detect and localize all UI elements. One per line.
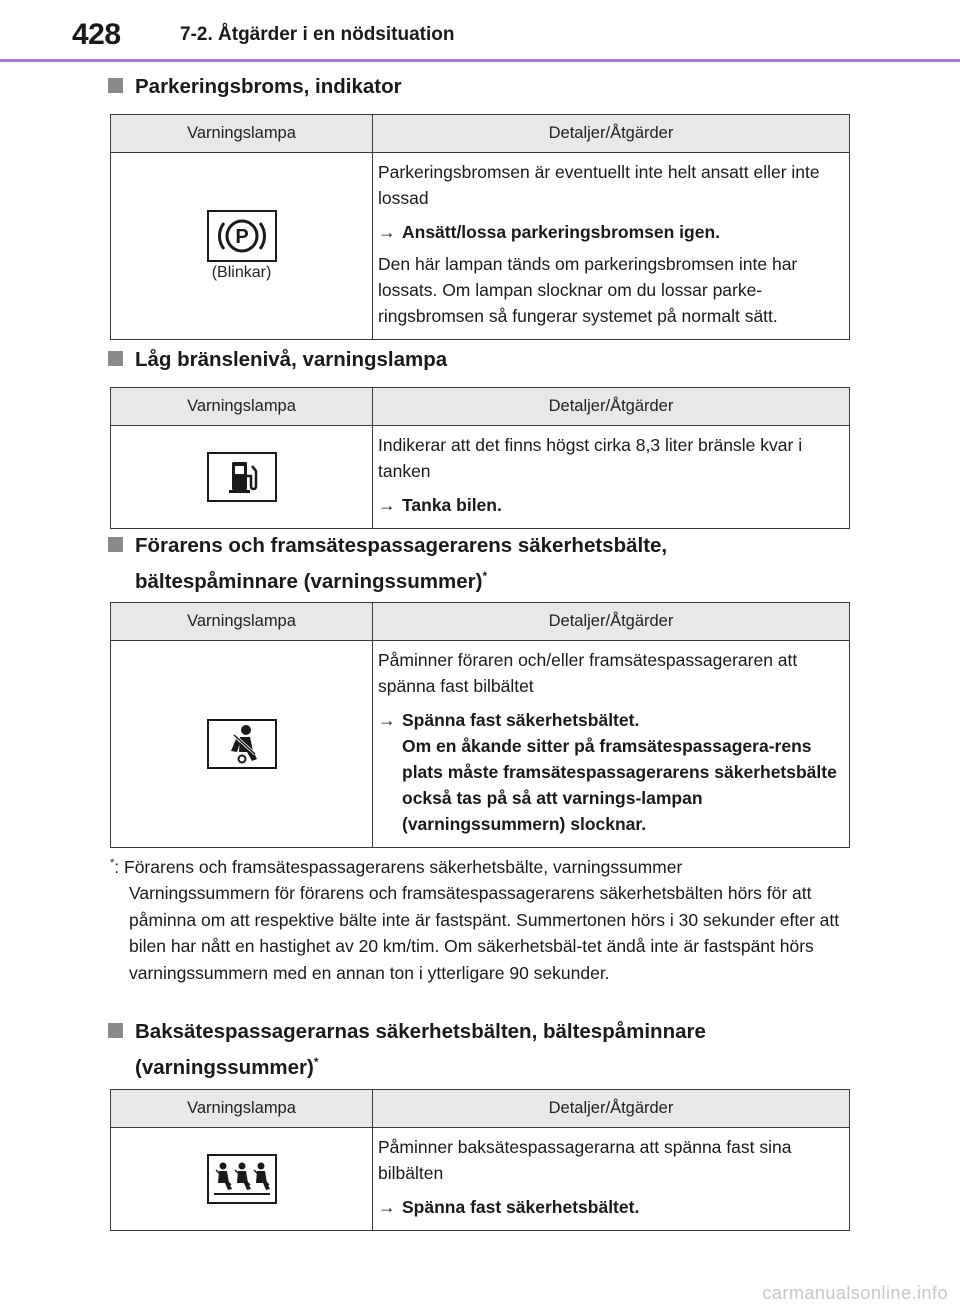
footnote-marker: * [482, 569, 488, 583]
section-title-parking-brake: Parkeringsbroms, indikator [108, 72, 402, 102]
lamp-cell [111, 1128, 373, 1231]
col-header-lamp: Varningslampa [111, 603, 373, 641]
action-line: → Spänna fast säkerhetsbältet. [378, 1194, 843, 1220]
chapter-title: 7-2. Åtgärder i en nödsituation [180, 24, 455, 45]
detail-text: Indikerar att det finns högst cirka 8,3 liter bränsle kvar i tanken [378, 435, 803, 481]
footnote-body: Varningssummern för förarens och framsätespassagerarens säkerhetsbälten hörs för att påminna om att respektive bälte inte är fastspänt. Summertonen hörs i 30 sekunder efter att bilen har nått en hastighet av 20 km/tim. Om säkerhetsbäl-tet ändå inte är fastspänt hörs varningssummern med en annan ton i ytterligare 90 sekunder. [129, 883, 840, 983]
section-title-rear-seatbelt: Baksätespassagerarnas säkerhetsbälten, bältespåminnare (varningssummer)* [108, 1017, 706, 1083]
detail-text: Påminner baksätespassagerarna att spänna fast sina bilbälten [378, 1137, 792, 1183]
svg-text:P: P [234, 226, 249, 248]
section-title-fuel: Låg bränslenivå, varningslampa [108, 345, 447, 375]
action-line: → Tanka bilen. [378, 492, 843, 518]
bullet-square-icon [108, 537, 123, 552]
arrow-icon: → [378, 710, 396, 730]
footnote-marker: * [110, 857, 115, 869]
action-detail: Om en åkande sitter på framsätespassagera-rens plats måste framsätespassagerarens säkerhetsbälte också tas på så att varnings-lampan (varningssummern) slocknar. [402, 736, 837, 834]
section-title-front-seatbelt: Förarens och framsätespassagerarens säkerhetsbälte, bältespåminnare (varningssummer)* [108, 531, 667, 597]
arrow-icon: → [378, 1197, 396, 1217]
col-header-lamp: Varningslampa [111, 115, 373, 153]
details-cell [373, 641, 850, 848]
action-line: → Spänna fast säkerhetsbältet. Om en åkande sitter på framsätespassagera-rens plats måste framsätespassagerarens säkerhetsbälte också tas på så att varnings-lampan (varningssummern) slocknar. [378, 707, 843, 837]
table-front-seatbelt [110, 602, 850, 848]
action-line: → Ansätt/lossa parkeringsbromsen igen. [378, 219, 843, 245]
header-rule [0, 59, 960, 62]
bullet-square-icon [108, 78, 123, 93]
details-cell [373, 1128, 850, 1231]
arrow-icon: → [378, 495, 396, 515]
lamp-cell [111, 426, 373, 529]
fuel-pump-icon [207, 452, 277, 502]
seatbelt-reminder-icon [207, 719, 277, 769]
detail-text: Parkeringsbromsen är eventuellt inte helt ansatt eller inte lossad [378, 162, 820, 208]
col-header-details: Detaljer/Åtgärder [373, 1090, 850, 1128]
table-parking-brake [110, 114, 850, 340]
footnote-marker: * [313, 1055, 319, 1069]
bullet-square-icon [108, 351, 123, 366]
col-header-lamp: Varningslampa [111, 388, 373, 426]
page-number: 428 [72, 18, 121, 51]
col-header-details: Detaljer/Åtgärder [373, 388, 850, 426]
parking-brake-icon [207, 210, 277, 262]
col-header-details: Detaljer/Åtgärder [373, 115, 850, 153]
col-header-lamp: Varningslampa [111, 1090, 373, 1128]
lamp-cell [111, 153, 373, 340]
table-rear-seatbelt [110, 1089, 850, 1231]
icon-caption: (Blinkar) [211, 264, 272, 281]
bullet-square-icon [108, 1023, 123, 1038]
footnote: *: Förarens och framsätespassagerarens säkerhetsbälte, varningssummer Varningssummern för förarens och framsätespassagerarens säkerhetsbälten hörs för att påminna om att respektive bälte inte är fastspänt. Summertonen hörs i 30 sekunder efter att bilen har nått en hastighet av 20 km/tim. Om säkerhetsbäl-tet ändå inte är fastspänt hörs varningssummern med en annan ton i ytterligare 90 sekunder. [110, 850, 850, 986]
details-cell [373, 426, 850, 529]
arrow-icon: → [378, 222, 396, 242]
details-cell [373, 153, 850, 340]
rear-seatbelt-reminder-icon [207, 1154, 277, 1204]
table-fuel [110, 387, 850, 529]
detail-note: Den här lampan tänds om parkeringsbromsen inte har lossats. Om lampan slocknar om du lossar parke-ringsbromsen så fungerar systemet på normalt sätt. [378, 254, 798, 326]
watermark: carmanualsonline.info [762, 1283, 948, 1303]
detail-text: Påminner föraren och/eller framsätespassageraren att spänna fast bilbältet [378, 650, 798, 696]
col-header-details: Detaljer/Åtgärder [373, 603, 850, 641]
lamp-cell [111, 641, 373, 848]
page-header [0, 0, 960, 62]
